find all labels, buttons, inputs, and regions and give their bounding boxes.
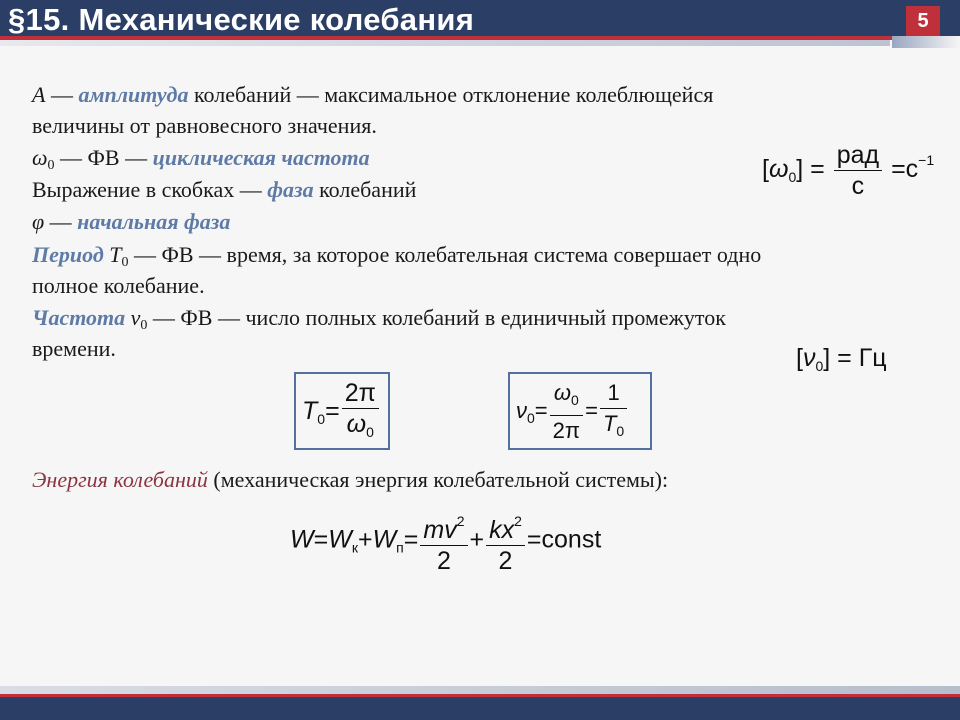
equals: = bbox=[313, 525, 329, 554]
equals: = bbox=[585, 397, 598, 423]
period-definition bbox=[32, 240, 761, 270]
denominator: 2π bbox=[552, 418, 581, 443]
two-pi: 2π bbox=[344, 379, 376, 407]
W-potential: W bbox=[372, 525, 397, 554]
bracket-right: ] bbox=[823, 344, 831, 372]
dash: — bbox=[45, 82, 79, 107]
omega-sub: 0 bbox=[788, 169, 797, 186]
numerator: 1 bbox=[600, 378, 627, 409]
period-text: — ФВ — время, за которое колебательная система совершает одно bbox=[128, 242, 762, 267]
hertz-unit: Гц bbox=[858, 344, 887, 372]
header-stripe-fade bbox=[892, 36, 960, 48]
equals: = bbox=[403, 525, 419, 554]
omega-sub: 0 bbox=[571, 392, 579, 408]
kinetic-energy-fraction bbox=[420, 506, 467, 576]
exponent: 2 bbox=[456, 513, 465, 529]
equals: = bbox=[526, 525, 542, 554]
T: T bbox=[602, 411, 617, 436]
T: T bbox=[302, 397, 318, 426]
omega-symbol: ω bbox=[32, 145, 48, 170]
second-unit: с bbox=[905, 155, 919, 184]
amplitude-symbol: A bbox=[32, 82, 46, 107]
amplitude-definition bbox=[32, 80, 713, 110]
period-definition-cont: полное колебание. bbox=[32, 273, 205, 298]
denominator: 2 bbox=[498, 547, 513, 575]
denominator bbox=[600, 409, 627, 446]
phase-definition bbox=[32, 175, 416, 205]
header-grey-stripe bbox=[0, 40, 890, 46]
period-formula-box bbox=[294, 372, 390, 450]
footer-grey-stripe bbox=[0, 686, 960, 694]
energy-heading bbox=[32, 465, 668, 495]
term-oscillation-energy: Энергия колебаний bbox=[32, 467, 208, 492]
bracket-left: [ bbox=[796, 344, 803, 372]
nu: ν bbox=[802, 344, 816, 372]
plus: + bbox=[469, 525, 485, 554]
term-phase: фаза bbox=[267, 177, 314, 202]
dash: — bbox=[44, 209, 78, 234]
omega-sub: 0 bbox=[366, 424, 374, 440]
slide-number-badge: 5 bbox=[906, 6, 940, 36]
period-fraction bbox=[342, 378, 379, 447]
exponent: −1 bbox=[918, 152, 935, 169]
nu-sub: 0 bbox=[815, 358, 824, 374]
const: const bbox=[541, 525, 602, 554]
numerator bbox=[550, 378, 583, 416]
nu-subscript: 0 bbox=[140, 318, 148, 333]
W: W bbox=[290, 525, 314, 554]
separator: — ФВ — bbox=[54, 145, 153, 170]
equals: = bbox=[534, 397, 548, 423]
nu-unit-formula bbox=[796, 344, 887, 374]
bracket-right: ] bbox=[796, 155, 804, 184]
slide-title: §15. Механические колебания bbox=[8, 2, 475, 37]
frequency-fraction bbox=[550, 378, 583, 446]
T-sub: 0 bbox=[616, 423, 625, 439]
kinetic-sub: к bbox=[351, 539, 358, 556]
omega: ω bbox=[768, 155, 789, 184]
term-initial-phase: начальная фаза bbox=[77, 209, 231, 234]
period-subscript: 0 bbox=[121, 255, 129, 270]
potential-energy-fraction bbox=[486, 506, 525, 576]
frequency-formula-box bbox=[508, 372, 652, 450]
phase-prefix: Выражение в скобках — bbox=[32, 177, 268, 202]
denominator: с bbox=[851, 172, 865, 200]
equals: = bbox=[891, 155, 906, 184]
bracket-left: [ bbox=[762, 155, 769, 184]
numerator bbox=[420, 506, 467, 546]
omega: ω bbox=[346, 410, 367, 438]
mv: mv bbox=[423, 516, 457, 544]
footer-blue-bar bbox=[0, 697, 960, 720]
energy-formula bbox=[290, 506, 601, 576]
W-kinetic: W bbox=[328, 525, 352, 554]
denominator: 2 bbox=[436, 547, 451, 575]
phi-symbol: φ bbox=[32, 209, 45, 234]
numerator: рад bbox=[834, 140, 882, 171]
energy-text: (механическая энергия колебательной системы): bbox=[207, 467, 669, 492]
nu-sub: 0 bbox=[527, 409, 535, 426]
frequency-text: — ФВ — число полных колебаний в единичный промежуток bbox=[147, 305, 726, 330]
nu-symbol: ν bbox=[130, 305, 141, 330]
slide-header bbox=[0, 0, 960, 48]
frequency-definition bbox=[32, 303, 726, 333]
denominator bbox=[342, 409, 379, 447]
plus: + bbox=[357, 525, 373, 554]
omega-subscript: 0 bbox=[47, 158, 55, 173]
term-frequency: Частота bbox=[32, 305, 126, 330]
nu: ν bbox=[516, 397, 527, 423]
period-symbol: T bbox=[109, 242, 122, 267]
equals: = bbox=[810, 155, 825, 184]
term-amplitude: амплитуда bbox=[78, 82, 189, 107]
exponent: 2 bbox=[514, 513, 522, 529]
rad-per-second-fraction bbox=[834, 140, 882, 201]
omega: ω bbox=[553, 380, 572, 405]
initial-phase-definition bbox=[32, 207, 230, 237]
reciprocal-period-fraction bbox=[600, 378, 627, 446]
phase-suffix: колебаний bbox=[313, 177, 417, 202]
equals: = bbox=[837, 344, 852, 372]
amplitude-definition-cont: величины от равновесного значения. bbox=[32, 113, 377, 138]
term-cyclic-frequency: циклическая частота bbox=[152, 145, 370, 170]
amplitude-text: колебаний — максимальное отклонение колеблющейся bbox=[188, 82, 714, 107]
omega-unit-formula bbox=[762, 140, 934, 201]
frequency-definition-cont: времени. bbox=[32, 336, 116, 361]
kx: kx bbox=[489, 516, 515, 544]
potential-sub: п bbox=[396, 539, 404, 556]
equals: = bbox=[325, 397, 340, 426]
cyclic-frequency-definition bbox=[32, 143, 370, 173]
T-sub: 0 bbox=[317, 411, 326, 428]
numerator bbox=[342, 378, 379, 409]
term-period: Период bbox=[32, 242, 104, 267]
slide-footer bbox=[0, 686, 960, 720]
numerator bbox=[486, 506, 525, 546]
